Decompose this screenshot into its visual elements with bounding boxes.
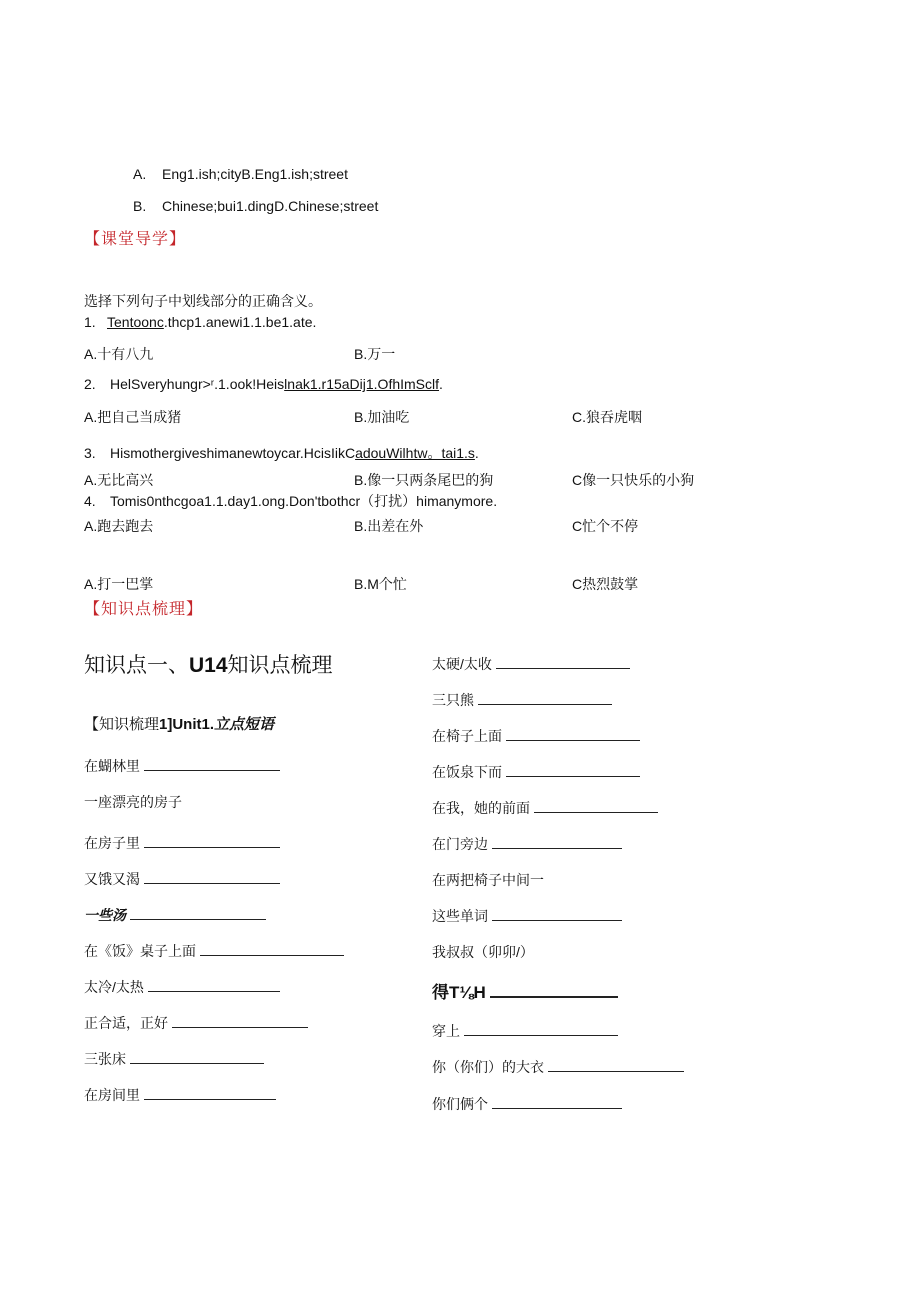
q4-option-b: B.出差在外 [354, 518, 424, 534]
q3-sentence [110, 444, 479, 462]
right-item-label: 在门旁边 [432, 836, 488, 852]
left-item-6 [84, 942, 344, 960]
main-title-prefix: 知识点一、 [84, 653, 189, 677]
right-item-label: 在椅子上面 [432, 728, 502, 744]
section-title-knowledge: 【知识点梳理】 [84, 599, 204, 618]
sub-title-suffix: 立点短语 [214, 715, 275, 733]
left-item-label: 又饿又渴 [84, 871, 140, 887]
q3-option-a: A.无比高兴 [84, 472, 154, 488]
main-title-suffix: 知识点梳理 [227, 653, 333, 677]
option-letter-a: A. [133, 166, 147, 182]
answer-blank[interactable] [492, 908, 622, 921]
q2-underlined: lnak1.r15aDij1.OfhImSclf [284, 376, 440, 392]
main-title-bold: U14 [189, 654, 228, 677]
answer-blank[interactable] [200, 943, 344, 956]
sub-title [84, 715, 274, 734]
right-item-label: 你们俩个 [432, 1096, 488, 1112]
q1-rest: .thcp1.anewi1.1.be1.ate. [163, 314, 317, 330]
right-item-label: 你（你们）的大衣 [432, 1059, 544, 1075]
left-item-label: 太冷/太热 [84, 979, 144, 995]
right-item-4 [432, 763, 640, 781]
answer-blank[interactable] [506, 728, 640, 741]
left-item-9 [84, 1050, 264, 1068]
right-item-label: 太硬/太收 [432, 656, 492, 672]
q3-pre: Hismothergiveshimanewtoycar.HcisIikC [110, 445, 356, 461]
left-item-5 [84, 906, 266, 924]
q2-pre: HelSveryhungr>ʳ.1.ook!Heis [110, 376, 285, 392]
answer-blank[interactable] [144, 871, 280, 884]
left-item-8 [84, 1014, 308, 1032]
answer-blank[interactable] [492, 836, 622, 849]
right-item-11 [432, 1022, 618, 1040]
q5-option-c: C热烈鼓掌 [572, 576, 639, 592]
option-letter-b: B. [133, 198, 147, 214]
right-item-label: 在饭泉下而 [432, 764, 502, 780]
answer-blank[interactable] [506, 764, 640, 777]
answer-blank[interactable] [534, 800, 658, 813]
left-item-label: 三张床 [84, 1051, 126, 1067]
q1-underlined: Tentoonc [107, 314, 164, 330]
left-item-label: 一座漂亮的房子 [84, 794, 182, 810]
left-item-label: 正合适，正好 [84, 1015, 168, 1031]
answer-blank[interactable] [148, 979, 280, 992]
instruction: 选择下列句子中划线部分的正确含义。 [84, 293, 322, 309]
left-item-label: 在蝴林里 [84, 758, 140, 774]
right-item-6 [432, 835, 622, 853]
q4-option-a: A.跑去跑去 [84, 518, 154, 534]
q1-number: 1. [84, 314, 96, 330]
q1-option-b: B.万一 [354, 346, 396, 362]
q3-post: . [474, 445, 479, 461]
right-item-label: 我叔叔（卯卯/） [432, 944, 534, 960]
q2-sentence [110, 375, 443, 393]
left-item-label: 在《饭》桌子上面 [84, 943, 196, 959]
right-item-label: 穿上 [432, 1023, 460, 1039]
right-item-8 [432, 907, 622, 925]
answer-blank[interactable] [490, 984, 618, 998]
left-item-label: 一些汤 [84, 907, 126, 923]
right-item-5 [432, 799, 658, 817]
section-title-classroom: 【课堂导学】 [84, 229, 187, 248]
q5-option-b: B.M个忙 [354, 576, 407, 592]
left-item-3 [84, 834, 280, 852]
right-item-2 [432, 691, 612, 709]
q3-option-c: C像一只快乐的小狗 [572, 472, 695, 488]
main-title [84, 652, 333, 679]
answer-blank[interactable] [492, 1096, 622, 1109]
left-item-7 [84, 978, 280, 996]
q5-option-a: A.打一巴掌 [84, 576, 154, 592]
right-item-12 [432, 1058, 684, 1076]
answer-blank[interactable] [144, 1087, 276, 1100]
left-item-2 [84, 793, 182, 811]
answer-blank[interactable] [478, 692, 612, 705]
answer-blank[interactable] [548, 1059, 684, 1072]
right-item-label: 三只熊 [432, 692, 474, 708]
q4-number: 4. [84, 493, 96, 509]
q3-underlined: adouWilhtw。tai1.s [355, 445, 475, 461]
right-item-label: 在我，她的前面 [432, 800, 530, 816]
q1-option-a: A.十有八九 [84, 346, 154, 362]
answer-blank[interactable] [464, 1023, 618, 1036]
q2-number: 2. [84, 376, 96, 392]
q2-option-a: A.把自己当成猪 [84, 409, 182, 425]
answer-blank[interactable] [496, 656, 630, 669]
q3-option-b: B.像一只两条尾巴的狗 [354, 472, 494, 488]
sub-title-bold: 1]Unit1. [159, 716, 215, 733]
right-item-9 [432, 943, 534, 961]
answer-blank[interactable] [144, 835, 280, 848]
right-item-1 [432, 655, 630, 673]
left-item-1 [84, 757, 280, 775]
right-item-3 [432, 727, 640, 745]
q2-option-c: C.狼吞虎咽 [572, 409, 642, 425]
right-item-label: 这些单词 [432, 908, 488, 924]
q2-post: . [439, 376, 443, 392]
left-item-label: 在房子里 [84, 835, 140, 851]
answer-blank[interactable] [172, 1015, 308, 1028]
sub-title-prefix: 【知识梳理 [84, 715, 160, 733]
right-item-13 [432, 1095, 622, 1113]
q3-number: 3. [84, 445, 96, 461]
q1-sentence [107, 313, 316, 331]
left-item-10 [84, 1086, 276, 1104]
right-item-7 [432, 871, 544, 889]
option-text-b: Chinese;bui1.dingD.Chinese;street [162, 198, 379, 214]
right-item-label: 在两把椅子中间一 [432, 872, 544, 888]
answer-blank[interactable] [144, 758, 280, 771]
right-item-label: 得T⅛H [432, 983, 486, 1002]
right-item-10 [432, 984, 618, 1002]
left-item-label: 在房间里 [84, 1087, 140, 1103]
q4-sentence: Tomis0nthcgoa1.1.day1.ong.Don'tbothcr（打扰）himanymore. [110, 493, 498, 509]
answer-blank[interactable] [130, 1051, 264, 1064]
q4-option-c: C忙个不停 [572, 518, 639, 534]
answer-blank[interactable] [130, 907, 266, 920]
q2-option-b: B.加油吃 [354, 409, 410, 425]
option-text-a: Eng1.ish;cityB.Eng1.ish;street [162, 166, 348, 182]
left-item-4 [84, 870, 280, 888]
